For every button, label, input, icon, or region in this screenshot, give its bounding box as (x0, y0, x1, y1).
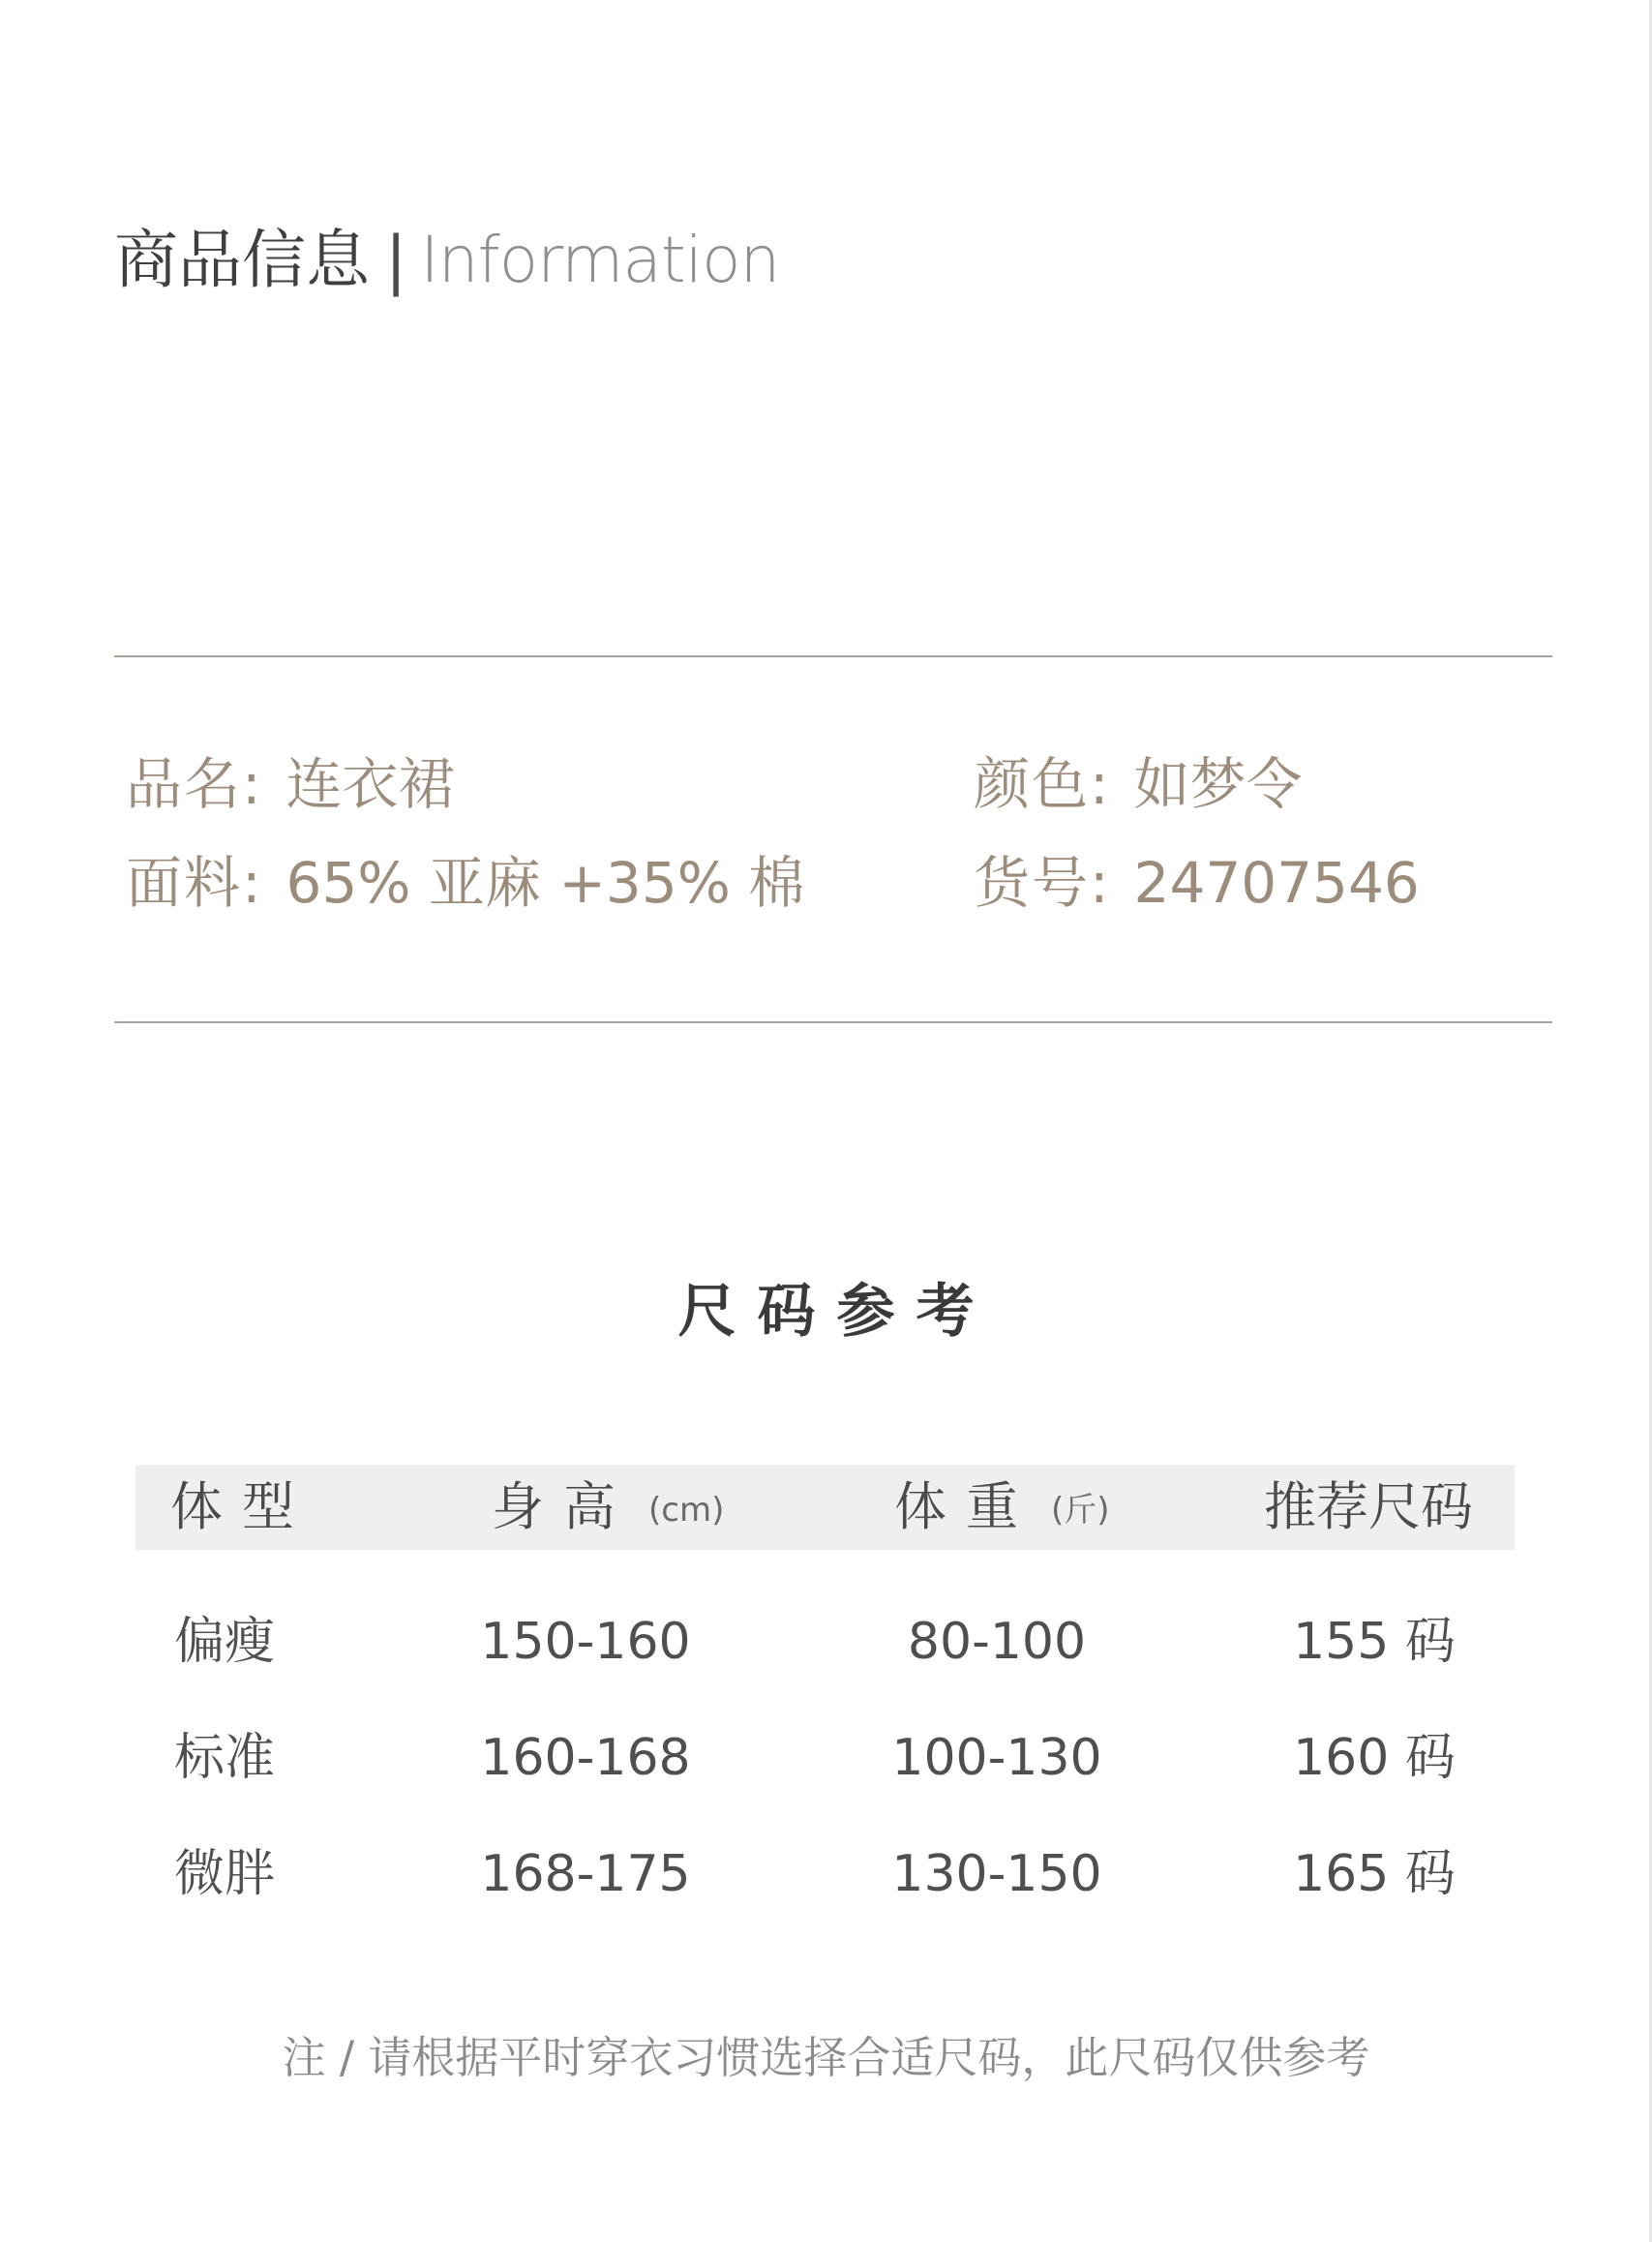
info-color (974, 743, 1303, 825)
cell-height: 150-160 (480, 1613, 691, 1671)
table-row (0, 1719, 1652, 1797)
header-recommended-size: 推荐尺码 (1264, 1476, 1473, 1537)
cell-size: 155 码 (1293, 1613, 1456, 1671)
cell-height: 160-168 (480, 1729, 691, 1787)
header-height-unit: (cm) (648, 1491, 725, 1530)
header-weight (894, 1465, 1110, 1550)
size-chart-title: 尺码参考 (677, 1278, 996, 1346)
header-separator: | (385, 223, 407, 297)
cell-size: 165 码 (1293, 1845, 1456, 1903)
size-table-header (135, 1465, 1515, 1550)
cell-weight: 100-130 (891, 1729, 1102, 1787)
cell-size: 160 码 (1293, 1729, 1456, 1787)
bottom-divider (114, 1021, 1552, 1023)
info-sku (974, 842, 1420, 924)
header-title-zh: 商品信息 (114, 223, 370, 297)
section-header (114, 217, 779, 304)
cell-body-type: 标准 (174, 1729, 276, 1787)
header-weight-unit: (斤) (1051, 1491, 1110, 1530)
size-note: 注 / 请根据平时穿衣习惯选择合适尺码，此尺码仅供参考 (282, 2032, 1370, 2083)
fabric-value: 65% 亚麻 +35% 棉 (285, 850, 805, 916)
fabric-label: 面料: (126, 850, 263, 916)
product-name-value: 连衣裙 (285, 751, 455, 817)
cell-body-type: 微胖 (174, 1845, 276, 1903)
cell-weight: 130-150 (891, 1845, 1102, 1903)
sku-value: 24707546 (1133, 850, 1420, 916)
cell-body-type: 偏瘦 (174, 1613, 276, 1671)
sku-label: 货号: (974, 850, 1111, 916)
header-title-en: Information (420, 223, 780, 297)
cell-weight: 80-100 (907, 1613, 1087, 1671)
header-height (492, 1465, 724, 1550)
table-row (0, 1835, 1652, 1913)
color-label: 颜色: (974, 751, 1111, 817)
color-value: 如梦令 (1133, 751, 1303, 817)
cell-height: 168-175 (480, 1845, 691, 1903)
header-height-label: 身高 (492, 1476, 635, 1537)
top-divider (114, 655, 1552, 657)
table-row (0, 1603, 1652, 1681)
info-fabric (126, 842, 804, 924)
product-name-label: 品名: (126, 751, 263, 817)
header-body-type: 体型 (170, 1476, 314, 1537)
header-weight-label: 体重 (894, 1476, 1037, 1537)
info-product-name (126, 743, 455, 825)
